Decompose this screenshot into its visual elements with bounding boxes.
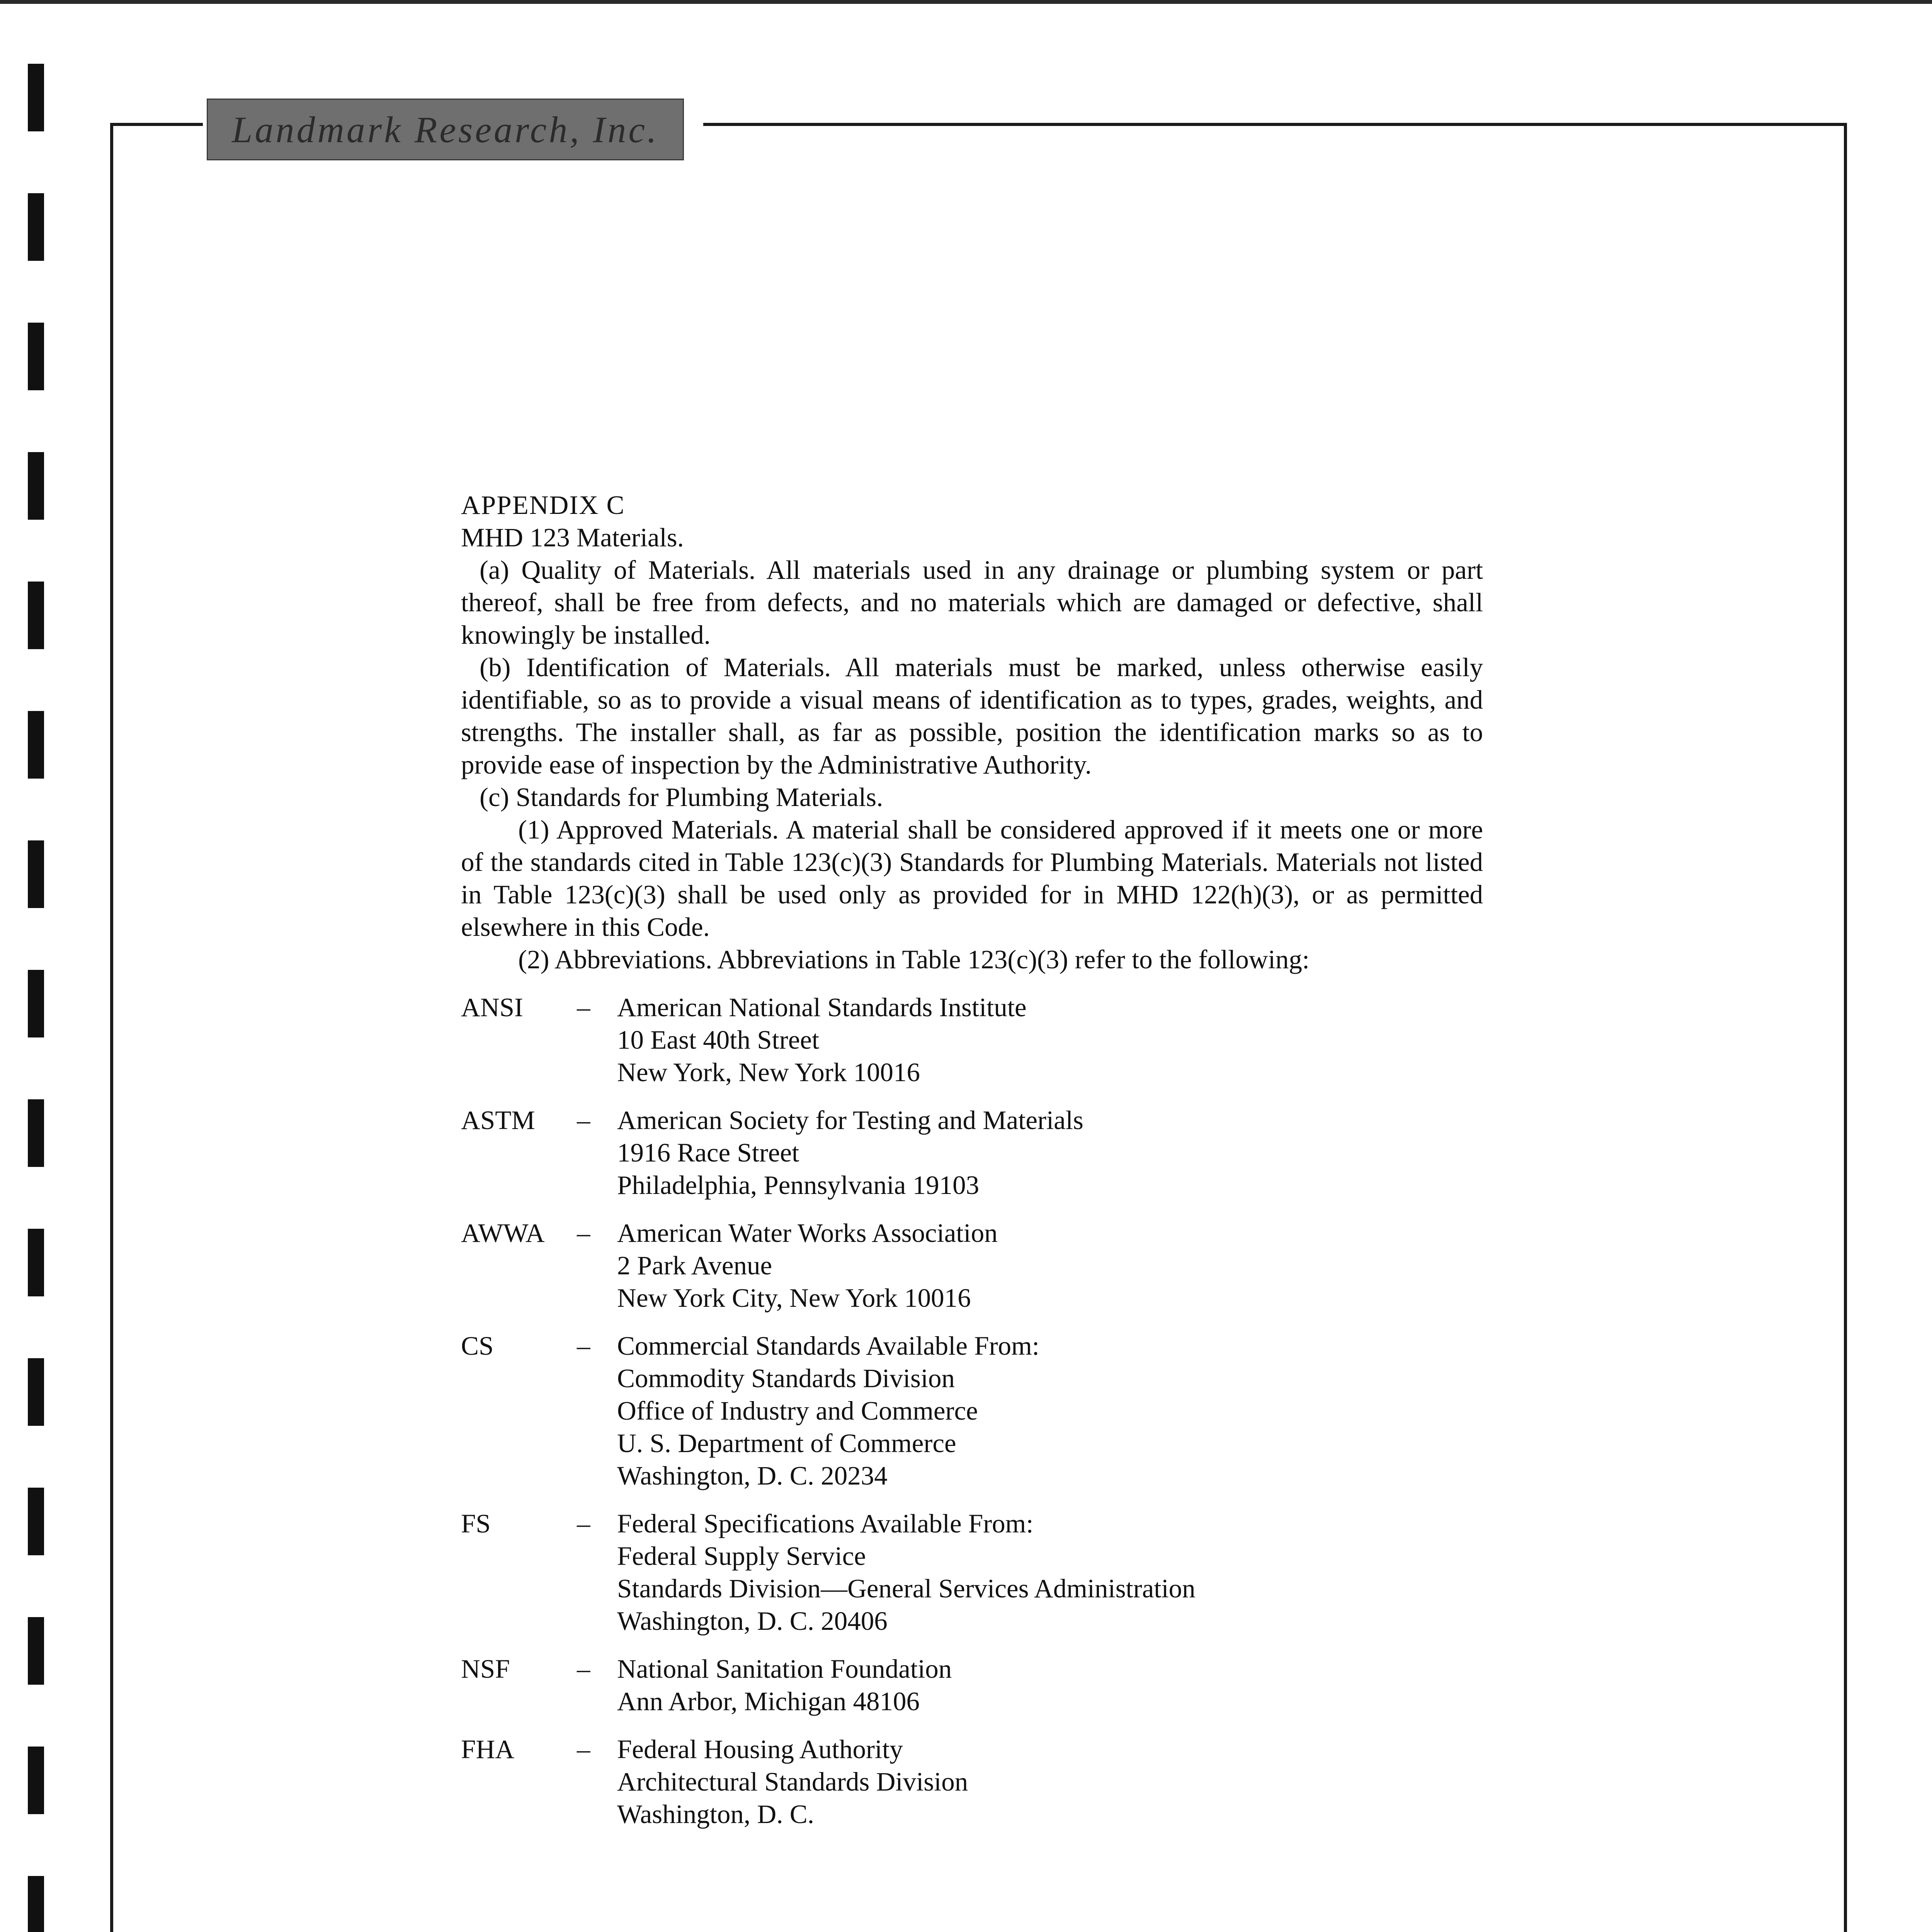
abbreviation-code: AWWA [461,1218,545,1248]
abbreviation-list [461,991,1483,1830]
abbreviation-address-line: American National Standards Institute [617,993,1027,1022]
abbreviation-address-line: New York, New York 10016 [617,1058,920,1087]
binding-hole-mark [28,193,44,261]
abbreviation-address-line: New York City, New York 10016 [617,1283,971,1313]
abbreviation-address-line: American Society for Testing and Materials [617,1105,1083,1135]
abbreviation-entry [461,1653,1483,1718]
abbreviation-address-line: American Water Works Association [617,1218,998,1248]
abbreviation-address-line: Ann Arbor, Michigan 48106 [617,1687,920,1716]
binding-hole-mark [28,1488,44,1555]
abbreviation-dash: – [577,1654,590,1684]
abbreviation-address-line: Commodity Standards Division [617,1364,955,1393]
abbreviation-address [617,1653,952,1718]
abbreviation-dash: – [577,1218,590,1248]
abbreviation-address-line: U. S. Department of Commerce [617,1429,956,1458]
binding-hole-mark [28,582,44,649]
abbreviation-address-line: 1916 Race Street [617,1138,799,1167]
paragraph-quality-of-materials: (a) Quality of Materials. All materials used in any drainage or plumbing system or part thereof, shall be free from defects, and no materials which are damaged or defective, shall knowingly be installed. [461,555,1483,650]
binding-hole-mark [28,1099,44,1167]
abbreviation-address [617,1104,1083,1201]
abbreviation-address-line: Washington, D. C. 20234 [617,1461,888,1490]
abbreviation-dash: – [577,1331,590,1361]
abbreviation-entry [461,1733,1483,1830]
abbreviation-entry [461,991,1483,1088]
abbreviation-address [617,1330,1039,1492]
logo-text: Landmark Research, Inc. [232,109,659,150]
document-body [461,489,1483,1830]
abbreviation-address-line: Federal Housing Authority [617,1735,903,1764]
abbreviation-address-line: Office of Industry and Commerce [617,1396,978,1425]
abbreviation-address-line: Commercial Standards Available From: [617,1331,1039,1361]
binding-hole-mark [28,1876,44,1932]
abbreviation-address [617,1507,1196,1637]
abbreviation-entry [461,1104,1483,1201]
appendix-title: APPENDIX C [461,490,625,520]
abbreviation-code: FS [461,1509,491,1538]
paragraph-approved-materials: (1) Approved Materials. A material shall be considered approved if it meets one or more of the standards cited in Table 123(c)(3) Standards for Plumbing Materials. Materials not listed in Table 123(c)(3) shall be used only as provided for in MHD 122(h)(3), or as permitted elsewhere in this Code. [461,815,1483,942]
abbreviation-address [617,1217,998,1314]
abbreviation-address-line: Federal Supply Service [617,1541,866,1571]
binding-hole-mark [28,840,44,908]
binding-hole-mark [28,1617,44,1685]
paragraph-abbreviations: (2) Abbreviations. Abbreviations in Table 123(c)(3) refer to the following: [518,945,1310,974]
binding-hole-mark [28,970,44,1037]
header-logo [207,99,684,160]
abbreviation-dash: – [577,1735,590,1764]
abbreviation-address-line: 10 East 40th Street [617,1025,820,1054]
binding-hole-mark [28,323,44,390]
frame-border-top-left [110,123,203,126]
abbreviation-code: ANSI [461,993,524,1022]
abbreviation-address [617,991,1027,1088]
abbreviation-dash: – [577,993,590,1022]
frame-border-left [110,123,113,1932]
abbreviation-entry [461,1330,1483,1492]
abbreviation-code: ASTM [461,1105,535,1135]
abbreviation-address-line: 2 Park Avenue [617,1251,772,1280]
binding-hole-mark [28,64,44,131]
scan-top-edge [0,0,1932,4]
abbreviation-entry [461,1217,1483,1314]
abbreviation-entry [461,1507,1483,1637]
paragraph-identification-of-materials: (b) Identification of Materials. All materials must be marked, unless otherwise easily identifiable, so as to provide a visual means of identification as to types, grades, weights, and strengths. The installer shall, as far as possible, position the identification marks so as to provide ease of inspection by the Administrative Authority. [461,653,1483,779]
abbreviation-dash: – [577,1105,590,1135]
abbreviation-address-line: Standards Division—General Services Administration [617,1574,1196,1603]
binding-hole-mark [28,452,44,520]
binding-hole-mark [28,1747,44,1814]
paragraph-standards-heading: (c) Standards for Plumbing Materials. [480,782,883,812]
abbreviation-address-line: Washington, D. C. 20406 [617,1606,888,1636]
abbreviation-address-line: Philadelphia, Pennsylvania 19103 [617,1170,980,1200]
abbreviation-address-line: Architectural Standards Division [617,1767,968,1796]
abbreviation-code: FHA [461,1735,515,1764]
abbreviation-code: CS [461,1331,494,1361]
binding-hole-mark [28,711,44,779]
binding-hole-mark [28,1229,44,1296]
abbreviation-address [617,1733,968,1830]
abbreviation-address-line: National Sanitation Foundation [617,1654,952,1684]
binding-hole-mark [28,1358,44,1426]
abbreviation-dash: – [577,1509,590,1538]
abbreviation-address-line: Federal Specifications Available From: [617,1509,1034,1538]
abbreviation-code: NSF [461,1654,510,1684]
section-heading: MHD 123 Materials. [461,523,684,552]
frame-border-top-right [703,123,1847,126]
abbreviation-address-line: Washington, D. C. [617,1799,815,1829]
frame-border-right [1844,123,1847,1932]
